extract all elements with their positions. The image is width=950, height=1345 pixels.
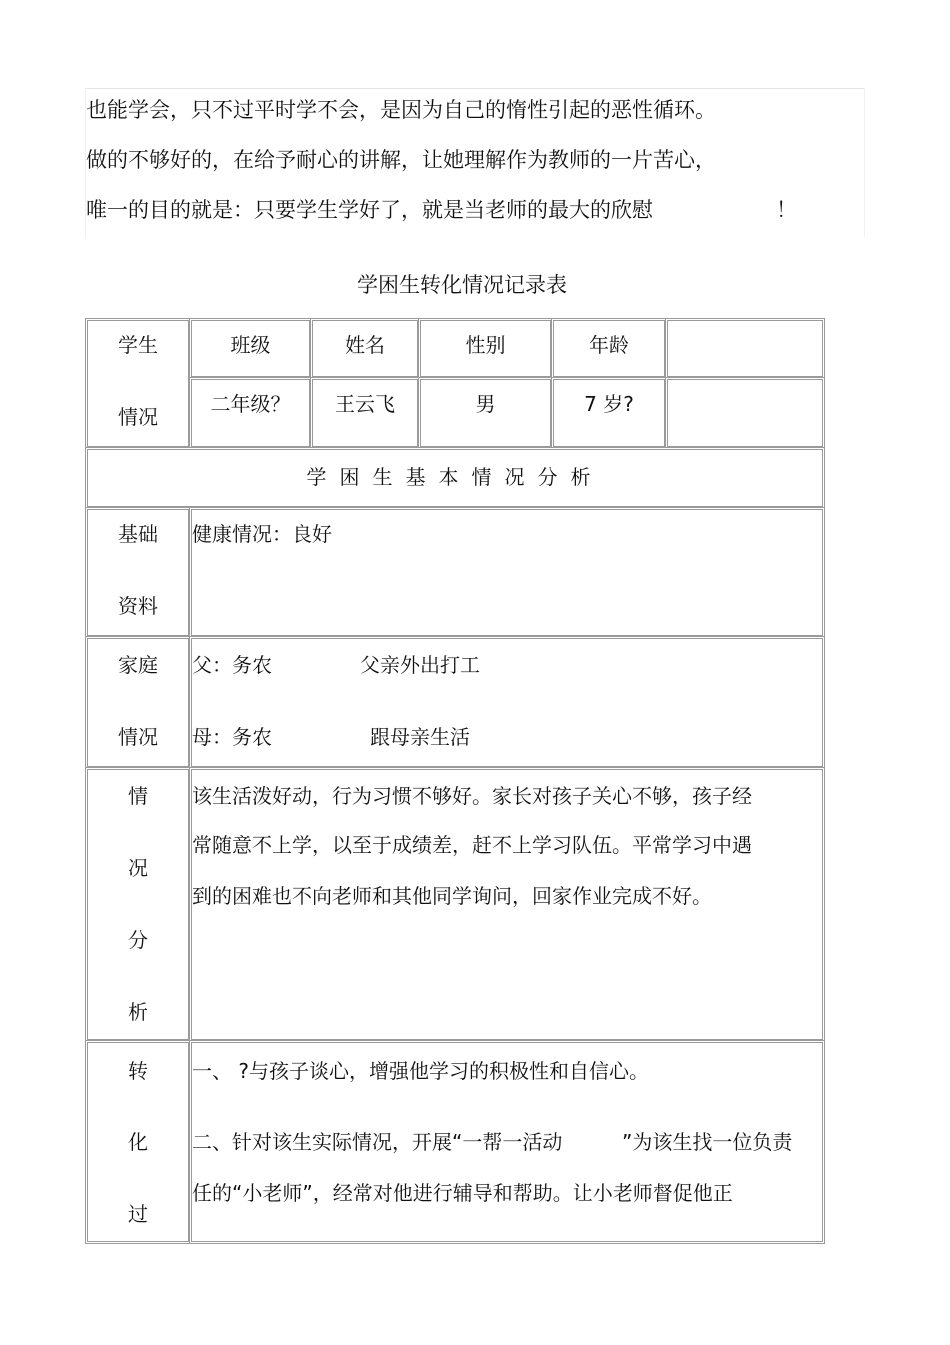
basic-content-cell — [189, 507, 825, 638]
conversion-label-char-1: 转 — [128, 1059, 148, 1083]
conversion-line-1: 一、 ?与孩子谈心，增强他学习的积极性和自信心。 — [192, 1059, 649, 1083]
situation-label-char-4: 析 — [128, 1000, 148, 1024]
value-age-cell — [551, 377, 667, 449]
analysis-header: 学困生基本情况分析 — [306, 465, 604, 489]
header-name-cell — [310, 318, 420, 379]
value-age: 7 岁? — [584, 392, 634, 416]
student-info-label-cell — [85, 318, 191, 449]
value-name: 王云飞 — [335, 392, 395, 416]
intro-line-3: 唯一的目的就是：只要学生学好了，就是当老师的最大的欣慰 — [86, 198, 653, 222]
header-gender-cell — [418, 318, 553, 379]
analysis-header-cell — [85, 447, 825, 509]
conversion-line-2-tail: ”为该生找一位负责 — [622, 1130, 793, 1154]
basic-label-cell — [85, 507, 191, 638]
family-label-top: 家庭 — [118, 653, 158, 677]
conversion-content-cell — [189, 1040, 825, 1244]
previous-page-text-box — [85, 88, 865, 237]
value-class: 二年级？ — [210, 392, 291, 416]
situation-label-cell — [85, 767, 191, 1042]
situation-content-cell — [189, 767, 825, 1042]
value-gender-cell — [418, 377, 553, 449]
intro-line-1: 也能学会，只不过平时学不会，是因为自己的惰性引起的恶性循环。 — [86, 98, 716, 122]
mother-occupation: 母：务农 — [192, 725, 272, 749]
record-table-title: 学困生转化情况记录表 — [357, 273, 567, 297]
conversion-line-3: 任的“小老师”，经常对他进行辅导和帮助。让小老师督促他正 — [192, 1181, 733, 1205]
health-status: 健康情况：良好 — [192, 522, 332, 546]
header-gender: 性别 — [465, 333, 506, 357]
father-note: 父亲外出打工 — [360, 653, 480, 677]
basic-label-top: 基础 — [118, 522, 158, 546]
situation-label-char-3: 分 — [128, 928, 148, 952]
value-class-cell — [189, 377, 312, 449]
family-label-bottom: 情况 — [118, 725, 158, 749]
situation-line-2: 常随意不上学，以至于成绩差，赶不上学习队伍。平常学习中遇 — [192, 833, 752, 857]
mother-note: 跟母亲生活 — [370, 725, 470, 749]
value-gender: 男 — [475, 392, 496, 416]
basic-label-bottom: 资料 — [118, 594, 158, 618]
conversion-label-cell — [85, 1040, 191, 1244]
header-empty-cell — [665, 318, 825, 379]
family-content-cell — [189, 636, 825, 769]
family-label-cell — [85, 636, 191, 769]
situation-line-3: 到的困难也不向老师和其他同学询问，回家作业完成不好。 — [192, 884, 712, 908]
header-age: 年龄 — [589, 333, 629, 357]
father-occupation: 父：务农 — [192, 653, 272, 677]
intro-line-3-exclamation: ！ — [776, 198, 797, 222]
student-label-bottom: 情况 — [118, 405, 158, 429]
situation-line-1: 该生活泼好动，行为习惯不够好。家长对孩子关心不够，孩子经 — [192, 784, 752, 808]
intro-line-2: 做的不够好的，在给予耐心的讲解，让她理解作为教师的一片苦心， — [86, 148, 716, 172]
conversion-label-char-3: 过 — [128, 1202, 148, 1226]
value-name-cell — [310, 377, 420, 449]
situation-label-char-1: 情 — [128, 784, 148, 808]
value-empty-cell — [665, 377, 825, 449]
header-name: 姓名 — [345, 333, 385, 357]
header-class: 班级 — [230, 333, 271, 357]
situation-label-char-2: 况 — [128, 856, 148, 880]
student-label-top: 学生 — [118, 333, 158, 357]
header-class-cell — [189, 318, 312, 379]
conversion-label-char-2: 化 — [128, 1130, 148, 1154]
conversion-line-2: 二、针对该生实际情况，开展“一帮一活动 — [192, 1130, 563, 1154]
header-age-cell — [551, 318, 667, 379]
